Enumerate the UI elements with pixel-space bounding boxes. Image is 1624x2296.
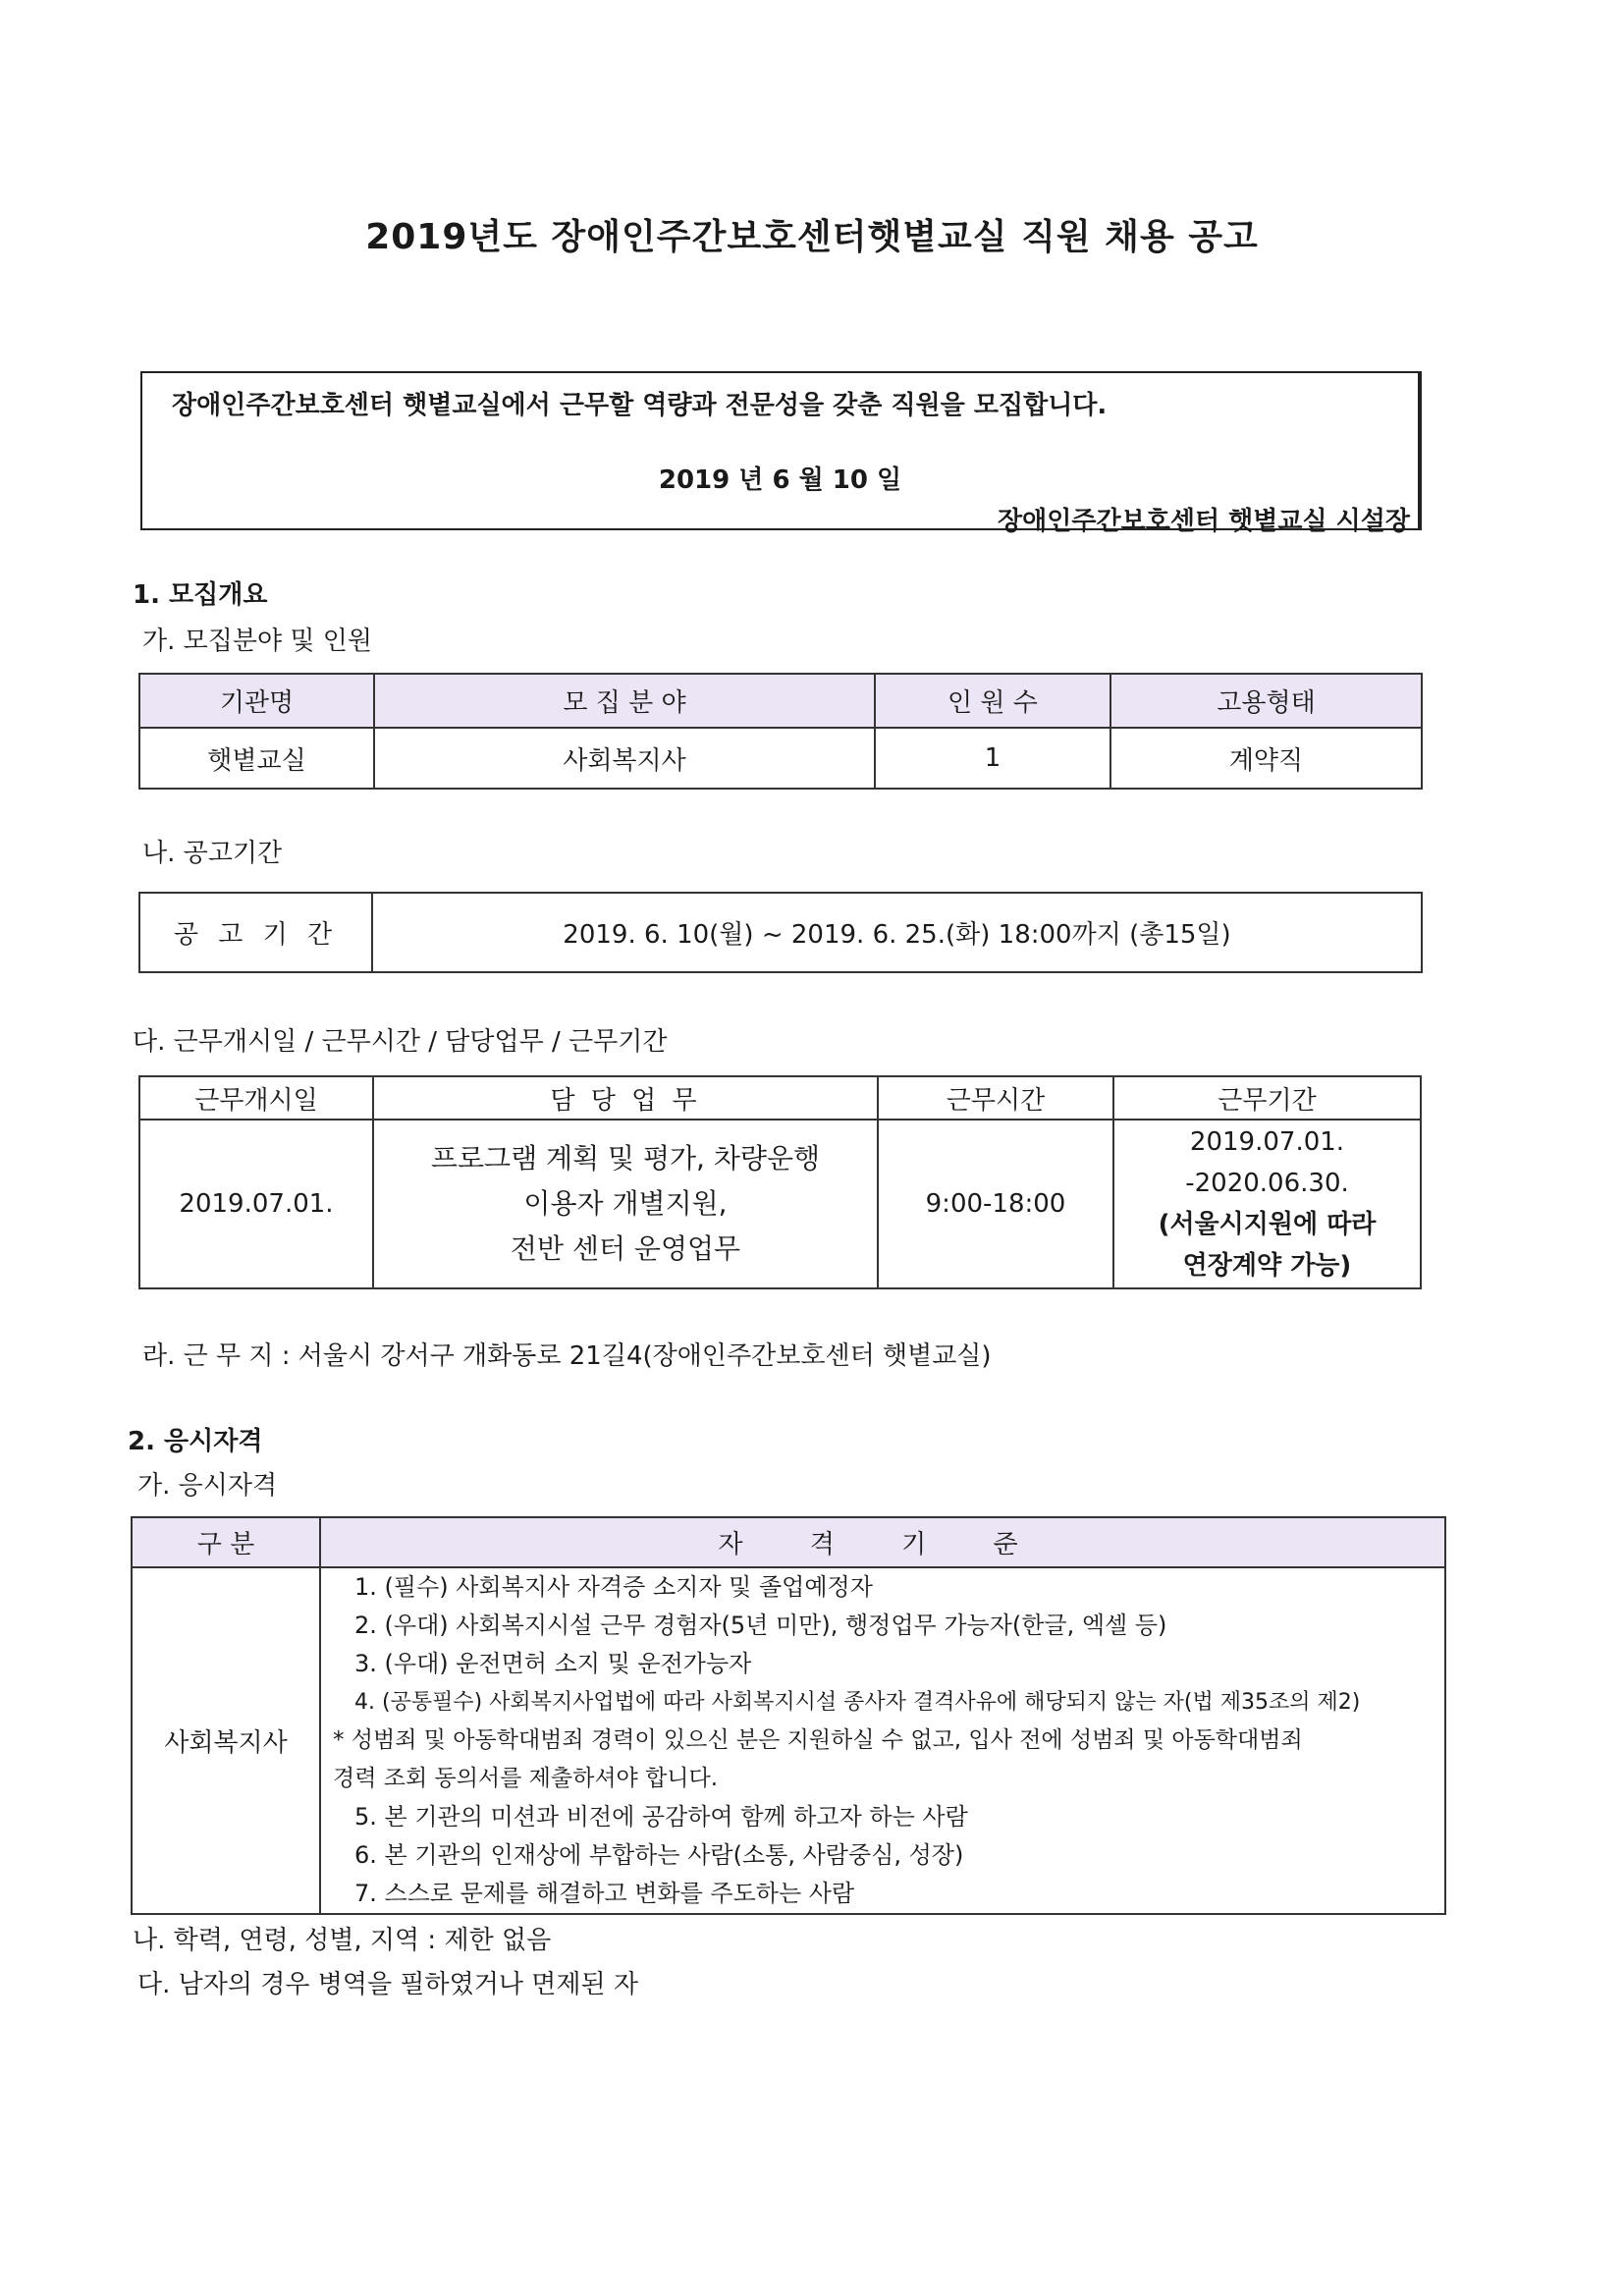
work-header-period: 근무기간 bbox=[1113, 1076, 1421, 1120]
recruit-header-field: 모 집 분 야 bbox=[374, 674, 875, 728]
period-table bbox=[138, 892, 1423, 973]
section1a-heading: 가. 모집분야 및 인원 bbox=[142, 627, 372, 656]
criteria-note: * 성범죄 및 아동학대범죄 경력이 있으신 분은 지원하실 수 없고, 입사 전에 성범죄 및 아동학대범죄 bbox=[333, 1727, 1303, 1753]
notice-date: 2019 년 6 월 10 일 bbox=[658, 465, 902, 495]
recruit-cell-org: 햇볕교실 bbox=[139, 728, 374, 789]
section1c-heading: 다. 근무개시일 / 근무시간 / 담당업무 / 근무기간 bbox=[133, 1027, 668, 1057]
criteria-note: 경력 조회 동의서를 제출하셔야 합니다. bbox=[333, 1766, 719, 1791]
duty-line: 전반 센터 운영업무 bbox=[510, 1232, 741, 1265]
period-line: 2019.07.01. bbox=[1189, 1127, 1345, 1157]
duty-line: 프로그램 계획 및 평가, 차량운행 bbox=[430, 1142, 821, 1175]
qual-cell-criteria bbox=[320, 1567, 1445, 1914]
work-cell-period bbox=[1113, 1120, 1421, 1288]
section2b-text: 나. 학력, 연령, 성별, 지역 : 제한 없음 bbox=[133, 1926, 552, 1955]
work-table bbox=[138, 1075, 1422, 1289]
section2c-text: 다. 남자의 경우 병역을 필하였거나 면제된 자 bbox=[137, 1970, 638, 1999]
criteria-item: 2. (우대) 사회복지시설 근무 경험자(5년 미만), 행정업무 가능자(한글, 엑셀 등) bbox=[354, 1612, 1167, 1639]
section1-heading: 1. 모집개요 bbox=[133, 580, 268, 610]
criteria-item: 4. (공통필수) 사회복지사업법에 따라 사회복지시설 종사자 결격사유에 해당되지 않는 자(법 제35조의 제2) bbox=[354, 1690, 1361, 1715]
duty-line: 이용자 개별지원, bbox=[523, 1187, 728, 1220]
recruit-cell-field: 사회복지사 bbox=[374, 728, 875, 789]
qual-cell-category: 사회복지사 bbox=[132, 1567, 320, 1914]
recruit-table bbox=[138, 673, 1423, 790]
work-header-start: 근무개시일 bbox=[139, 1076, 373, 1120]
recruit-header-type: 고용형태 bbox=[1110, 674, 1422, 728]
notice-box bbox=[140, 371, 1422, 536]
page-title: 2019년도 장애인주간보호센터햇볕교실 직원 채용 공고 bbox=[365, 217, 1259, 257]
recruit-cell-count: 1 bbox=[875, 728, 1110, 789]
section2-heading: 2. 응시자격 bbox=[128, 1427, 263, 1456]
recruit-header-count: 인 원 수 bbox=[875, 674, 1110, 728]
workplace-text: 라. 근 무 지 : 서울시 강서구 개화동로 21길4(장애인주간보호센터 햇볕교실) bbox=[142, 1341, 992, 1371]
work-header-hours: 근무시간 bbox=[878, 1076, 1113, 1120]
criteria-item: 3. (우대) 운전면허 소지 및 운전가능자 bbox=[354, 1650, 752, 1677]
period-note-line: (서울시지원에 따라 bbox=[1158, 1210, 1377, 1239]
criteria-item: 1. (필수) 사회복지사 자격증 소지자 및 졸업예정자 bbox=[354, 1573, 873, 1601]
qualification-table bbox=[131, 1516, 1446, 1915]
period-label: 공 고 기 간 bbox=[139, 893, 372, 972]
qual-header-category: 구 분 bbox=[132, 1517, 320, 1567]
work-cell-hours: 9:00-18:00 bbox=[878, 1120, 1113, 1288]
notice-intro: 장애인주간보호센터 햇볕교실에서 근무할 역량과 전문성을 갖춘 직원을 모집합니다. bbox=[172, 391, 1108, 420]
section1b-heading: 나. 공고기간 bbox=[142, 839, 283, 868]
period-line: -2020.06.30. bbox=[1185, 1169, 1349, 1198]
period-note-line: 연장계약 가능) bbox=[1182, 1251, 1352, 1281]
notice-signer: 장애인주간보호센터 햇볕교실 시설장 bbox=[998, 507, 1410, 536]
qual-header-criteria: 자 격 기 준 bbox=[320, 1517, 1445, 1567]
criteria-item: 6. 본 기관의 인재상에 부합하는 사람(소통, 사람중심, 성장) bbox=[354, 1841, 964, 1869]
work-cell-start: 2019.07.01. bbox=[139, 1120, 373, 1288]
criteria-item: 5. 본 기관의 미션과 비전에 공감하여 함께 하고자 하는 사람 bbox=[354, 1803, 968, 1831]
period-value: 2019. 6. 10(월) ~ 2019. 6. 25.(화) 18:00까지 (총15일) bbox=[372, 893, 1422, 972]
work-header-duties: 담 당 업 무 bbox=[373, 1076, 878, 1120]
recruit-header-org: 기관명 bbox=[139, 674, 374, 728]
criteria-item: 7. 스스로 문제를 해결하고 변화를 주도하는 사람 bbox=[354, 1880, 855, 1907]
work-cell-duties bbox=[373, 1120, 878, 1288]
recruit-cell-type: 계약직 bbox=[1110, 728, 1422, 789]
section2a-heading: 가. 응시자격 bbox=[137, 1471, 278, 1501]
